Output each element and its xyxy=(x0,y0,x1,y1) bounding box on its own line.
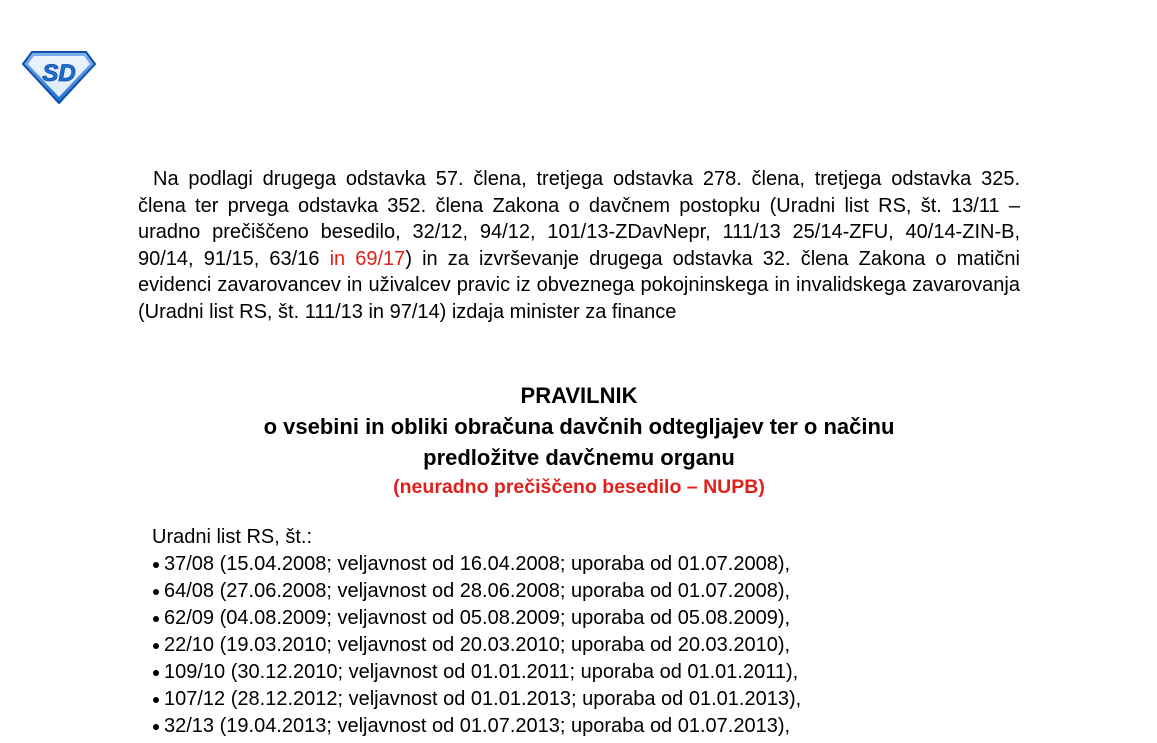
reference-text: 107/12 (28.12.2012; veljavnost od 01.01.2013; uporaba od 01.01.2013), xyxy=(164,688,802,710)
bullet-icon xyxy=(153,724,159,730)
references-heading: Uradni list RS, št.: xyxy=(152,526,313,548)
reference-item xyxy=(152,605,1032,632)
document-subtitle-line-1: o vsebini in obliki obračuna davčnih odtegljajev ter o načinu xyxy=(263,414,895,439)
intro-amendment-highlight: in 69/17 xyxy=(329,247,406,270)
document-title-block xyxy=(138,381,1020,501)
intro-text-end: ) in za izvrševanje drugega odstavka 32. člena Zakona o matični evidenci zavarovancev in uživalcev pravic iz obveznega pokojninskega in invalidskega zavarovanja (Uradni list RS, št. 111/13 in 97/14) izdaja minister za finance xyxy=(138,247,1021,323)
bullet-icon xyxy=(153,697,159,703)
sd-logo-icon xyxy=(22,50,96,104)
bullet-icon xyxy=(153,616,159,622)
unofficial-version-note: (neuradno prečiščeno besedilo – NUPB) xyxy=(393,476,765,498)
reference-text: 22/10 (19.03.2010; veljavnost od 20.03.2010; uporaba od 20.03.2010), xyxy=(164,634,791,656)
reference-item xyxy=(152,686,1032,713)
reference-text: 109/10 (30.12.2010; veljavnost od 01.01.2011; uporaba od 01.01.2011), xyxy=(164,661,799,683)
document-subtitle-line-2: predložitve davčnemu organu xyxy=(423,445,735,470)
bullet-icon xyxy=(153,670,159,676)
reference-item xyxy=(152,578,1032,605)
reference-text: 62/09 (04.08.2009; veljavnost od 05.08.2009; uporaba od 05.08.2009), xyxy=(164,607,791,629)
gazette-references xyxy=(152,524,1032,740)
document-title: PRAVILNIK xyxy=(520,383,638,408)
reference-item xyxy=(152,632,1032,659)
bullet-icon xyxy=(153,643,159,649)
logo-lettering: SD xyxy=(42,60,76,87)
reference-item xyxy=(152,659,1032,686)
reference-item xyxy=(152,713,1032,740)
reference-item xyxy=(152,551,1032,578)
reference-text: 32/13 (19.04.2013; veljavnost od 01.07.2013; uporaba od 01.07.2013), xyxy=(164,715,791,737)
bullet-icon xyxy=(153,562,159,568)
references-list xyxy=(152,551,1032,740)
bullet-icon xyxy=(153,589,159,595)
intro-text-start: Na podlagi drugega odstavka 57. člena, tretjega odstavka 278. člena, tretjega odstavka 325. člena ter prvega odstavka 352. člena Zakona o davčnem postopku (Uradni list RS, št. 13/11 – uradno prečiščeno besedilo, 32/12, 94/12, 101/13-ZDavNepr, 111/13 25/14-ZFU, 40/14-ZIN-B, 90/14, 91/15, 63/16 xyxy=(138,168,1020,270)
reference-text: 37/08 (15.04.2008; veljavnost od 16.04.2008; uporaba od 01.07.2008), xyxy=(164,553,791,575)
intro-paragraph xyxy=(138,166,1020,325)
reference-text: 64/08 (27.06.2008; veljavnost od 28.06.2008; uporaba od 01.07.2008), xyxy=(164,580,791,602)
